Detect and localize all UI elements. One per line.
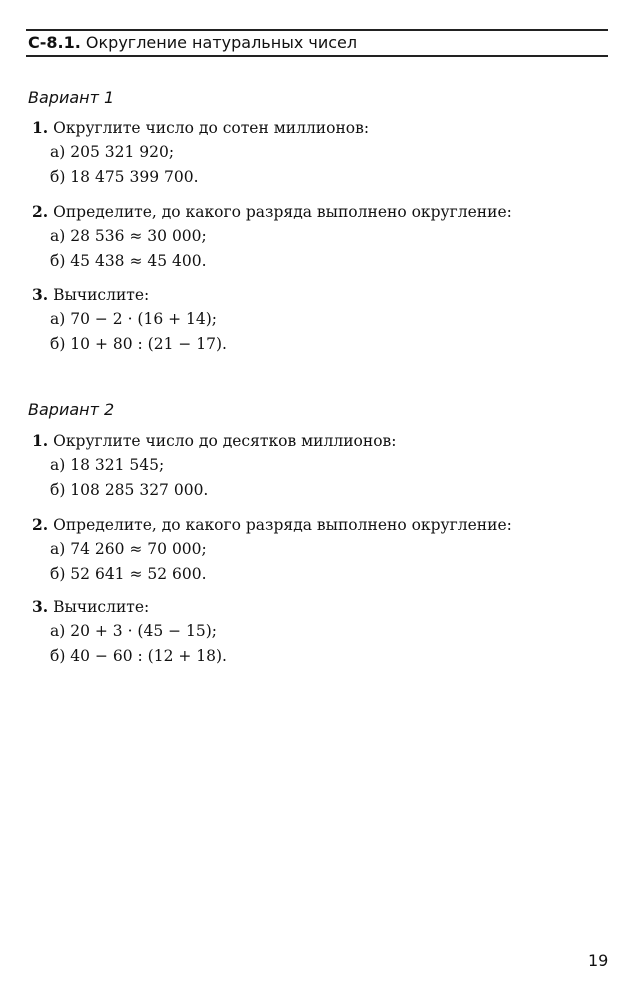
- task-number: 2.: [32, 515, 49, 534]
- variant-2-task-1: [32, 429, 602, 503]
- task-item-a: а) 20 + 3 · (45 − 15);: [50, 622, 218, 640]
- variant-2-title: Вариант 2: [28, 400, 115, 419]
- task-text: Вычислите:: [53, 598, 150, 616]
- variant-1-task-1: [32, 116, 602, 190]
- task-question: [32, 513, 602, 537]
- task-number: 1.: [32, 118, 49, 137]
- section-title: Округление натуральных чисел: [85, 33, 358, 52]
- variant-2-task-3: [32, 595, 602, 669]
- task-number: 3.: [32, 285, 49, 304]
- task-text: Определите, до какого разряда выполнено округление:: [53, 516, 512, 534]
- section-header: [26, 29, 608, 57]
- task-number: 2.: [32, 202, 49, 221]
- variant-1-task-2: [32, 200, 602, 274]
- task-item-a: а) 205 321 920;: [50, 143, 175, 161]
- task-item-b: б) 108 285 327 000.: [50, 481, 209, 499]
- task-text: Округлите число до сотен миллионов:: [53, 119, 370, 137]
- task-question: [32, 283, 602, 307]
- page-number: 19: [588, 951, 609, 970]
- variant-1-title: Вариант 1: [28, 88, 115, 107]
- task-number: 1.: [32, 431, 49, 450]
- task-item-a: а) 28 536 ≈ 30 000;: [50, 227, 207, 245]
- task-text: Округлите число до десятков миллионов:: [53, 432, 397, 450]
- task-item-a: а) 18 321 545;: [50, 456, 165, 474]
- task-item-a: а) 70 − 2 · (16 + 14);: [50, 310, 218, 328]
- variant-1-task-3: [32, 283, 602, 357]
- section-code: С-8.1.: [28, 33, 81, 52]
- task-question: [32, 595, 602, 619]
- task-item-b: б) 52 641 ≈ 52 600.: [50, 565, 207, 583]
- variant-2-task-2: [32, 513, 602, 587]
- task-number: 3.: [32, 597, 49, 616]
- task-item-b: б) 45 438 ≈ 45 400.: [50, 252, 207, 270]
- task-question: [32, 116, 602, 140]
- task-question: [32, 200, 602, 224]
- task-item-b: б) 10 + 80 : (21 − 17).: [50, 335, 227, 353]
- task-question: [32, 429, 602, 453]
- task-item-b: б) 18 475 399 700.: [50, 168, 199, 186]
- task-item-b: б) 40 − 60 : (12 + 18).: [50, 647, 227, 665]
- task-text: Вычислите:: [53, 286, 150, 304]
- task-text: Определите, до какого разряда выполнено округление:: [53, 203, 512, 221]
- task-item-a: а) 74 260 ≈ 70 000;: [50, 540, 207, 558]
